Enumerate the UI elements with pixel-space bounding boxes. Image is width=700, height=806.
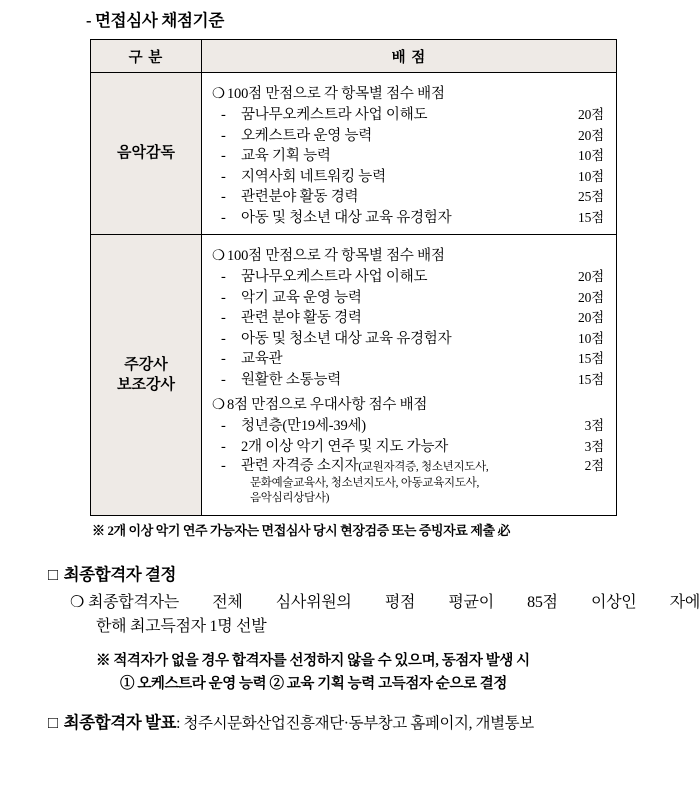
- square-bullet-icon: □: [48, 564, 58, 584]
- table-header-row: [91, 40, 617, 73]
- final-selection-para-line1: ❍ 최종합격자는 전체 심사위원의 평점 평균이 85점 이상인 자에: [70, 591, 700, 616]
- criteria-item-score: 20점: [578, 289, 604, 305]
- criteria-item-score: 25점: [578, 189, 604, 204]
- criteria-item: [212, 208, 608, 229]
- bullet-heading: ❍ 100점 만점으로 각 항목별 점수 배점: [212, 86, 445, 102]
- bullet-heading: ❍ 100점 만점으로 각 항목별 점수 배점: [212, 248, 445, 264]
- criteria-item-label: 관련 자격증 소지자: [241, 458, 359, 474]
- circle-bullet-icon: ❍: [212, 397, 225, 413]
- criteria-item-score: 10점: [578, 168, 604, 184]
- dash-icon: -: [221, 330, 226, 347]
- criteria-item-score: 15점: [578, 351, 604, 366]
- criteria-item-label: 청년층(만19세-39세): [241, 418, 366, 434]
- criteria-item: [212, 126, 608, 147]
- page-title: - 면접심사 채점기준: [86, 11, 224, 30]
- table-footnote: ※ 2개 이상 악기 연주 가능자는 면접심사 당시 현장검증 또는 증빙자료 제출 必: [92, 522, 511, 538]
- criteria-item-label: 지역사회 네트워킹 능력: [241, 168, 386, 185]
- document-page: [0, 7, 700, 806]
- dash-icon: -: [221, 107, 226, 123]
- column-header-score: 배 점: [202, 40, 617, 73]
- criteria-item-label: 아동 및 청소년 대상 교육 유경험자: [241, 330, 452, 347]
- row-label-music-director: 음악감독: [91, 73, 202, 235]
- criteria-item: [212, 267, 608, 288]
- dash-icon: -: [221, 269, 226, 285]
- table-row: [91, 235, 617, 516]
- criteria-item-score: 15점: [578, 209, 604, 225]
- announcement-heading: □ 최종합격자 발표: 청주시문화산업진흥재단·동부창고 홈페이지, 개별통보: [48, 712, 534, 732]
- final-selection-note-line1: ※ 적격자가 없을 경우 합격자를 선정하지 않을 수 있으며, 동점자 발생 시: [96, 653, 530, 670]
- criteria-item-sub3: 음악심리상담사): [250, 492, 330, 505]
- table-body: [91, 73, 617, 516]
- criteria-item-sub2: 문화예술교육사, 청소년지도사, 아동교육지도사,: [250, 476, 480, 489]
- row-label-line2: 보조강사: [117, 376, 175, 393]
- dash-icon: -: [221, 168, 226, 185]
- dash-icon: -: [221, 127, 226, 144]
- table-row: [91, 73, 617, 235]
- criteria-item: [212, 288, 608, 309]
- dash-icon: -: [221, 438, 226, 455]
- column-header-category: 구 분: [91, 40, 202, 73]
- final-selection-heading: □ 최종합격자 결정: [48, 564, 177, 584]
- criteria-item: [212, 416, 608, 437]
- square-bullet-icon: □: [48, 712, 58, 732]
- dash-icon: -: [221, 209, 226, 226]
- dash-icon: -: [221, 310, 226, 326]
- criteria-item-label: 꿈나무오케스트라 사업 이해도: [241, 269, 428, 285]
- scoring-criteria-table: [90, 39, 617, 516]
- table-header: [91, 40, 617, 73]
- criteria-item: [212, 187, 608, 208]
- final-selection-note-line2: ① 오케스트라 운영 능력 ② 교육 기획 능력 고득점자 순으로 결정: [120, 676, 508, 693]
- criteria-item-score: 3점: [584, 438, 604, 454]
- criteria-item-score: 2점: [584, 458, 604, 473]
- criteria-item-label: 관련분야 활동 경력: [241, 189, 359, 205]
- circle-bullet-icon: ❍: [70, 593, 85, 611]
- criteria-item-score: 10점: [578, 330, 604, 346]
- row-content-music-director: [202, 73, 617, 235]
- dash-icon: -: [221, 148, 226, 164]
- criteria-item-label: 아동 및 청소년 대상 교육 유경험자: [241, 209, 452, 226]
- criteria-item: [212, 349, 608, 370]
- criteria-item: [212, 105, 608, 126]
- criteria-item-label: 오케스트라 운영 능력: [241, 127, 373, 144]
- criteria-item: [212, 457, 608, 509]
- criteria-item-label: 2개 이상 악기 연주 및 지도 가능자: [241, 438, 449, 455]
- dash-icon: -: [221, 189, 226, 205]
- final-selection-para-line2: 한해 최고득점자 1명 선발: [96, 618, 267, 636]
- circle-bullet-icon: ❍: [212, 86, 225, 102]
- criteria-item-label: 교육 기획 능력: [241, 148, 331, 164]
- dash-icon: -: [221, 351, 226, 367]
- dash-icon: -: [221, 418, 226, 434]
- criteria-item-score: 20점: [578, 310, 604, 325]
- criteria-item: [212, 308, 608, 329]
- dash-icon: -: [221, 371, 226, 388]
- row-label-instructors: [91, 235, 202, 516]
- criteria-item-score: 20점: [578, 269, 604, 284]
- criteria-item-label: 꿈나무오케스트라 사업 이해도: [241, 107, 428, 123]
- final-selection-section: [48, 561, 700, 733]
- row-label-line1: 주강사: [124, 356, 168, 373]
- criteria-item-label: 원활한 소통능력: [241, 371, 342, 388]
- criteria-item-score: 20점: [578, 107, 604, 122]
- criteria-item-label: 악기 교육 운영 능력: [241, 289, 362, 306]
- dash-icon: -: [221, 458, 226, 474]
- criteria-item: [212, 437, 608, 458]
- criteria-item: [212, 370, 608, 391]
- criteria-item-label: 교육관: [241, 351, 283, 367]
- criteria-item-label: 관련 분야 활동 경력: [241, 310, 362, 326]
- dash-icon: -: [221, 289, 226, 306]
- row-content-instructors: [202, 235, 617, 516]
- criteria-item-score: 15점: [578, 371, 604, 387]
- criteria-item-score: 10점: [578, 148, 604, 163]
- announcement-text: : 청주시문화산업진흥재단·동부창고 홈페이지, 개별통보: [176, 714, 534, 732]
- circle-bullet-icon: ❍: [212, 248, 225, 264]
- criteria-item: [212, 167, 608, 188]
- criteria-item-sub1: (교원자격증, 청소년지도사,: [358, 461, 489, 473]
- criteria-item: [212, 329, 608, 350]
- criteria-item: [212, 146, 608, 167]
- criteria-item-score: 20점: [578, 127, 604, 143]
- bullet-heading-bonus: ❍ 8점 만점으로 우대사항 점수 배점: [212, 397, 428, 413]
- criteria-item-score: 3점: [584, 418, 604, 433]
